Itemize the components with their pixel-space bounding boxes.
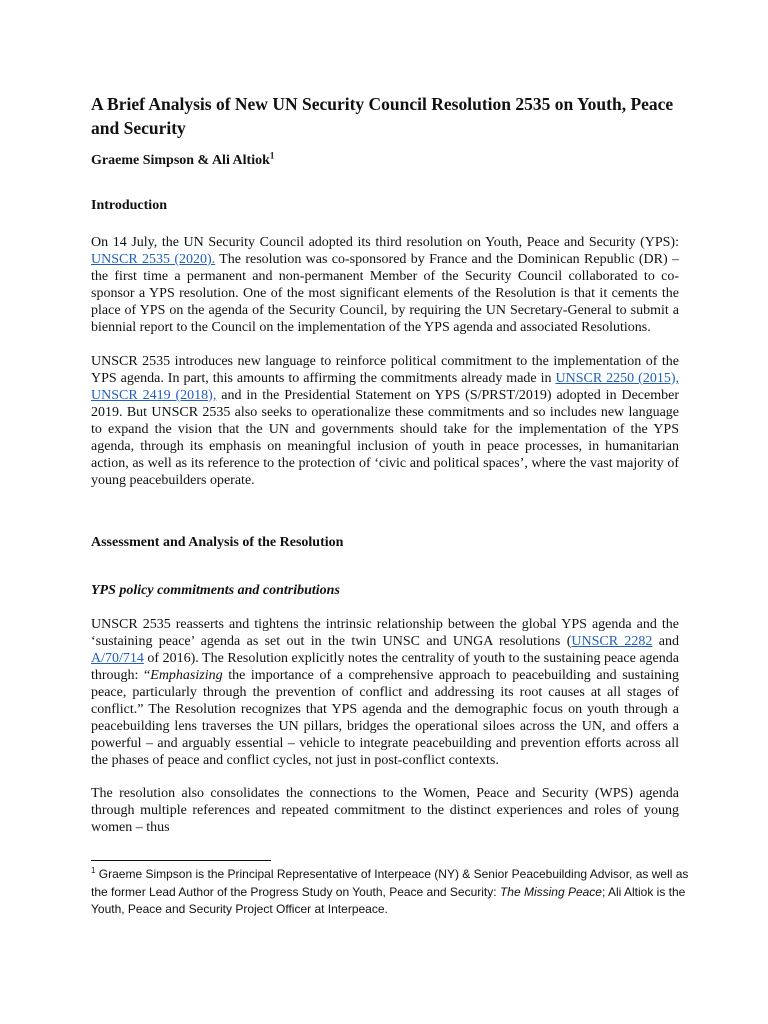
authors-text: Graeme Simpson & Ali Altiok — [91, 153, 270, 168]
link-a-70-714[interactable]: A/70/714 — [91, 651, 144, 666]
assess-p1-text-2: and — [652, 634, 679, 649]
intro-p1-text-1: On 14 July, the UN Security Council adopted its third resolution on Youth, Peace and Security (YPS): — [91, 235, 679, 250]
assess-p1-text-1: UNSCR 2535 reasserts and tightens the intrinsic relationship between the global YPS agenda and the ‘sustaining peace’ agenda as set out in the twin UNSC and UNGA resolutions ( — [91, 617, 679, 649]
footnote-text-1: Graeme Simpson is the Principal Representative of Interpeace (NY) & Senior Peacebuilding Advisor, as well as the former Lead Author of the Progress Study on Youth, Peace and Security: — [91, 867, 689, 899]
footnote-text-2: ; Ali Altiok is the Youth, Peace and Security Project Officer at Interpeace. — [91, 884, 686, 916]
assessment-paragraph-2: The resolution also consolidates the connections to the Women, Peace and Security (WPS) agenda through multiple references and repeated commitment to the distinct experiences and roles of young women – thus — [91, 786, 679, 835]
document-page — [91, 92, 679, 836]
intro-p2-text-3: and in the Presidential Statement on YPS (S/PRST/2019) adopted in December 2019. But UNSCR 2535 also seeks to operationalize these commitments and so includes new language to expand the vision that the UN and governments should take for the implementation of the YPS agenda, through its emphasis on meaningful inclusion of youth in peace processes, in humanitarian action, as well as its reference to the protection of ‘civic and political spaces’, where the vast majority of young peacebuilders operate. — [91, 388, 680, 488]
intro-p1-text-2: The resolution was co-sponsored by France and the Dominican Republic (DR) – the first time a permanent and non-permanent Member of the Security Council collaborated to co-sponsor a YPS resolution. One of the most significant elements of the Resolution is that it cements the place of YPS on the agenda of the Security Council, by requiring the UN Secretary-General to submit a biennial report to the Council on the implementation of the YPS agenda and associated Resolutions. — [91, 252, 679, 335]
assessment-paragraph-1 — [91, 616, 679, 769]
assess-p1-text-3: of 2016). The Resolution explicitly notes the centrality of youth to the sustaining peace agenda through: “ — [91, 651, 679, 683]
link-unscr-2419[interactable]: UNSCR 2419 (2018), — [91, 388, 217, 403]
link-unscr-2282[interactable]: UNSCR 2282 — [571, 634, 653, 649]
document-authors — [91, 152, 679, 170]
footnote-separator — [91, 860, 271, 861]
footnote-mark: 1 — [91, 866, 96, 875]
intro-p2-text-1: UNSCR 2535 introduces new language to reinforce political commitment to the implementation of the YPS agenda. In part, this amounts to affirming the commitments already made in — [91, 354, 679, 386]
policy-subheading: YPS policy commitments and contributions — [91, 583, 340, 598]
authors-footnote-mark[interactable]: 1 — [269, 150, 275, 161]
document-title: A Brief Analysis of New UN Security Council Resolution 2535 on Youth, Peace and Security — [91, 94, 674, 138]
assessment-heading: Assessment and Analysis of the Resolution — [91, 535, 344, 550]
introduction-heading: Introduction — [91, 198, 167, 213]
assess-p1-text-4: the importance of a comprehensive approach to peacebuilding and sustaining peace, particularly through the prevention of conflict and addressing its root causes at all stages of conflict.” The Resolution recognizes that YPS agenda and the demographic focus on youth through a peacebuilding lens traverses the UN pillars, bridges the operational siloes across the UN, and offers a powerful – and arguably essential – vehicle to integrate peacebuilding and prevention efforts across all the phases of peace and conflict cycles, not just in post-conflict contexts. — [91, 668, 679, 768]
link-unscr-2250[interactable]: UNSCR 2250 (2015), — [555, 371, 679, 386]
emphasized-word: Emphasizing — [150, 668, 223, 683]
footnote — [91, 866, 691, 919]
footnote-title: The Missing Peace — [499, 884, 602, 899]
introduction-paragraph-1 — [91, 234, 679, 336]
link-unscr-2535[interactable]: UNSCR 2535 (2020). — [91, 252, 216, 267]
introduction-paragraph-2 — [91, 353, 679, 489]
